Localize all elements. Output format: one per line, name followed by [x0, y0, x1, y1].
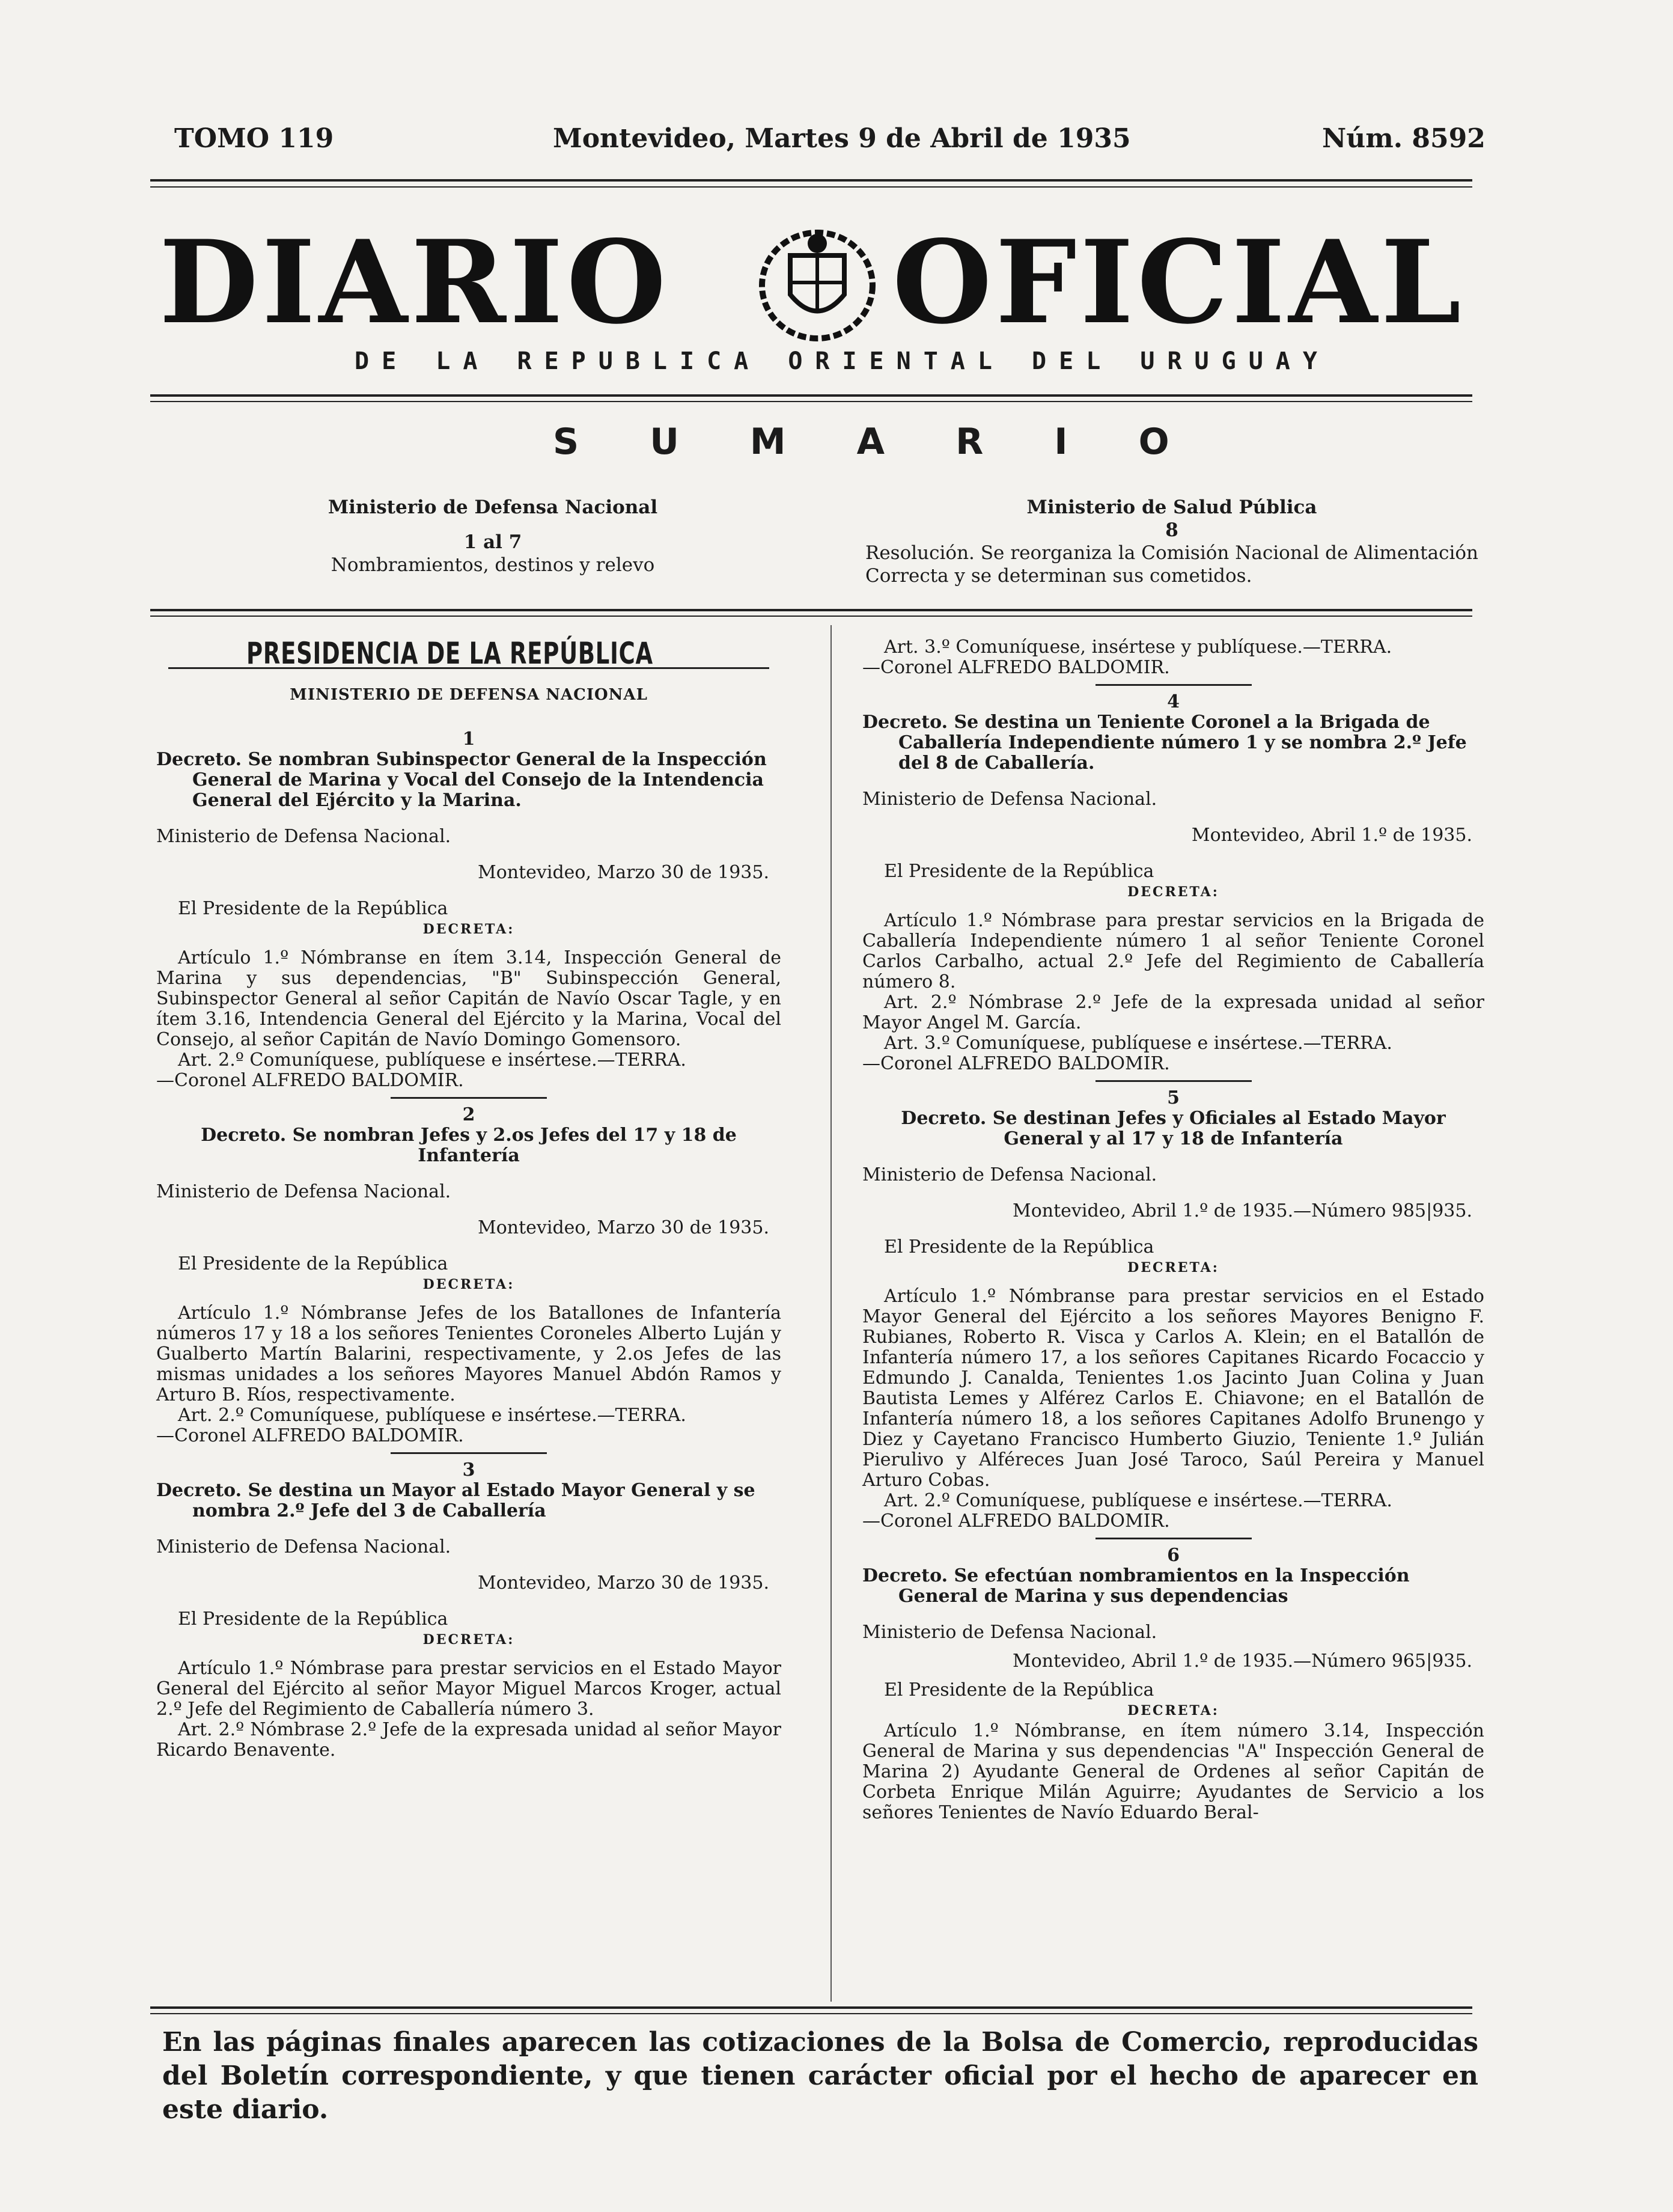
decree-4-president: El Presidente de la República: [884, 861, 1154, 882]
decree-5-date: Montevideo, Abril 1.º de 1935.—Número 985|935.: [1013, 1200, 1472, 1221]
decree-5-number: 5: [1167, 1087, 1180, 1108]
sumario-left: [228, 496, 757, 576]
decree-4-separator: [1096, 1080, 1252, 1082]
masthead-diario: DIARIO: [159, 215, 670, 349]
decree-3-president: El Presidente de la República: [178, 1609, 448, 1630]
sumario-rule: [150, 609, 1472, 611]
sumario-right: [865, 496, 1478, 587]
decree-1-signature: —Coronel ALFREDO BALDOMIR.: [156, 1070, 464, 1091]
decree-2-date: Montevideo, Marzo 30 de 1935.: [478, 1217, 769, 1238]
masthead-rule: [150, 394, 1472, 397]
masthead: [153, 215, 1475, 349]
decree-5-article-1: Artículo 1.º Nómbranse para prestar servicios en el Estado Mayor General del Ejército a los señores Mayores Benigno F. Rubianes, Roberto R. Visca y Carlos A. Klein; en el Batallón de Infantería número 17, a los señores Capitanes Ricardo Focaccio y Edmundo J. Canalda, Tenientes 1.os Jacinto Juan Colina y Juan Bautista Lemes y Alférez Carlos E. Chiavone; en el Batallón de Infantería número 18, a los señores Capitanes Adolfo Brunengo y Diez y Cayetano Francisco Humberto Giuzio, Teniente 1.º Julián Pierulivo y Alféreces Juan José Taroco, Saúl Pereira y Manuel Arturo Cobas.: [862, 1286, 1484, 1491]
decree-6-decreta: DECRETA:: [1127, 1703, 1219, 1719]
decree-5-summary: Decreto. Se destinan Jefes y Oficiales al Estado Mayor General y al 17 y 18 de Infantería: [901, 1108, 1446, 1149]
decree-2-decreta: DECRETA:: [422, 1277, 515, 1292]
decree-4-ministry: Ministerio de Defensa Nacional.: [862, 789, 1157, 810]
header-rule: [150, 179, 1472, 182]
decree-1-article-2: Art. 2.º Comuníquese, publíquese e insértese.—TERRA.: [178, 1049, 686, 1071]
decree-5-signature: —Coronel ALFREDO BALDOMIR.: [862, 1511, 1170, 1532]
decree-3-separator: [1096, 684, 1252, 686]
decree-3-signature: —Coronel ALFREDO BALDOMIR.: [862, 657, 1170, 678]
decree-3-article-3: Art. 3.º Comuníquese, insértese y publíquese.—TERRA.: [884, 637, 1392, 658]
decree-4-decreta: DECRETA:: [1127, 884, 1219, 900]
decree-1-number: 1: [462, 729, 475, 750]
decree-2-summary: Decreto. Se nombran Jefes y 2.os Jefes del 17 y 18 de Infantería: [201, 1125, 737, 1166]
decree-1-president: El Presidente de la República: [178, 898, 448, 919]
decree-2-number: 2: [462, 1104, 475, 1125]
sumario-title: SUMARIO: [553, 421, 1240, 463]
decree-1-decreta: DECRETA:: [422, 921, 515, 937]
sumario-left-text: Nombramientos, destinos y relevo: [331, 554, 655, 576]
decree-2-president: El Presidente de la República: [178, 1253, 448, 1274]
right-column: [862, 637, 1484, 1823]
decree-4-article-2: Art. 2.º Nómbrase 2.º Jefe de la expresada unidad al señor Mayor Angel M. García.: [862, 992, 1484, 1033]
decree-1-ministry: Ministerio de Defensa Nacional.: [156, 826, 451, 847]
decree-5-decreta: DECRETA:: [1127, 1260, 1219, 1276]
sumario-left-pages: 1 al 7: [463, 531, 522, 553]
decree-6-summary: Decreto. Se efectúan nombramientos en la Inspección General de Marina y sus dependencias: [862, 1565, 1410, 1607]
decree-6-date: Montevideo, Abril 1.º de 1935.—Número 965|935.: [1013, 1651, 1472, 1672]
decree-4-signature: —Coronel ALFREDO BALDOMIR.: [862, 1053, 1170, 1074]
decree-3-summary: Decreto. Se destina un Mayor al Estado Mayor General y se nombra 2.º Jefe del 3 de Caballería: [156, 1480, 755, 1521]
decree-6-number: 6: [1167, 1545, 1180, 1566]
decree-2-article-1: Artículo 1.º Nómbranse Jefes de los Batallones de Infantería números 17 y 18 a los señores Tenientes Coroneles Alberto Luján y Gualberto Martín Balarini, respectivamente, y 2.os Jefes de las mismas unidades a los señores Mayores Manuel Abdón Ramos y Arturo B. Ríos, respectivamente.: [156, 1303, 781, 1405]
decree-4-summary: Decreto. Se destina un Teniente Coronel a la Brigada de Caballería Independiente número 1 y se nombra 2.º Jefe del 8 de Caballería.: [862, 712, 1467, 774]
decree-3-decreta: DECRETA:: [422, 1632, 515, 1648]
decree-3-article-2: Art. 2.º Nómbrase 2.º Jefe de la expresada unidad al señor Mayor Ricardo Benavente.: [156, 1719, 781, 1761]
decree-5-article-2: Art. 2.º Comuníquese, publíquese e insértese.—TERRA.: [884, 1490, 1392, 1511]
decree-5-ministry: Ministerio de Defensa Nacional.: [862, 1164, 1157, 1185]
decree-1-summary: Decreto. Se nombran Subinspector General de la Inspección General de Marina y Vocal del Consejo de la Intendencia General del Ejército y la Marina.: [156, 749, 767, 811]
decree-3-article-1: Artículo 1.º Nómbrase para prestar servicios en el Estado Mayor General del Ejército al señor Mayor Miguel Marcos Kroger, actual 2.º Jefe del Regimiento de Caballería número 3.: [156, 1658, 781, 1720]
masthead-oficial: OFICIAL: [892, 215, 1465, 349]
sumario-right-page: 8: [1165, 519, 1178, 541]
decree-6-ministry: Ministerio de Defensa Nacional.: [862, 1622, 1157, 1643]
decree-2-article-2: Art. 2.º Comuníquese, publíquese e insértese.—TERRA.: [178, 1405, 686, 1426]
sumario-rule-thin: [150, 616, 1472, 617]
decree-4-article-3: Art. 3.º Comuníquese, publíquese e insértese.—TERRA.: [884, 1033, 1392, 1054]
decree-6-president: El Presidente de la República: [884, 1679, 1154, 1700]
decree-2-separator: [391, 1452, 547, 1454]
sumario-right-ministry: Ministerio de Salud Pública: [1026, 496, 1317, 518]
sumario-left-ministry: Ministerio de Defensa Nacional: [328, 496, 658, 518]
left-column: [156, 636, 781, 1761]
decree-5-president: El Presidente de la República: [884, 1236, 1154, 1257]
decree-4-number: 4: [1167, 691, 1180, 712]
sumario-right-text: Resolución. Se reorganiza la Comisión Nacional de Alimentación Correcta y se determinan sus cometidos.: [865, 542, 1478, 587]
decree-3-number: 3: [462, 1459, 475, 1480]
decree-1-article-1: Artículo 1.º Nómbranse en ítem 3.14, Inspección General de Marina y sus dependencias, "B" Subinspección General, Subinspector General al señor Capitán de Navío Oscar Tagle, y en ítem 3.16, Intendencia General del Ejército y la Marina, Vocal del Consejo, al señor Capitán de Navío Domingo Gomensoro.: [156, 947, 781, 1050]
footer-notice: En las páginas finales aparecen las cotizaciones de la Bolsa de Comercio, reproducidas del Boletín correspondiente, y que tienen carácter oficial por el hecho de aparecer en este diario.: [162, 2027, 1478, 2125]
decree-6-article-1: Artículo 1.º Nómbranse, en ítem número 3.14, Inspección General de Marina y sus dependencias "A" Inspección General de Marina 2) Ayudante General de Ordenes al señor Capitán de Corbeta Enrique Milán Aguirre; Ayudantes de Servicio a los señores Tenientes de Navío Eduardo Beral-: [862, 1720, 1484, 1823]
decree-1-separator: [391, 1097, 547, 1099]
issue-date: Montevideo, Martes 9 de Abril de 1935: [553, 123, 1131, 154]
decree-2-ministry: Ministerio de Defensa Nacional.: [156, 1181, 451, 1202]
section-title: PRESIDENCIA DE LA REPÚBLICA: [246, 636, 653, 671]
footer-rule: [150, 2006, 1472, 2009]
ministry-title: MINISTERIO DE DEFENSA NACIONAL: [290, 686, 648, 704]
header-rule-thin: [150, 186, 1472, 188]
masthead-subtitle: DE LA REPUBLICA ORIENTAL DEL URUGUAY: [355, 347, 1330, 375]
decree-2-signature: —Coronel ALFREDO BALDOMIR.: [156, 1425, 464, 1446]
decree-3-ministry: Ministerio de Defensa Nacional.: [156, 1536, 451, 1557]
column-divider: [830, 625, 832, 2002]
masthead-rule-thin: [150, 401, 1472, 402]
decree-5-separator: [1096, 1538, 1252, 1539]
issue-number: Núm. 8592: [1322, 123, 1486, 154]
section-title-wrap: [156, 636, 781, 671]
decree-1-date: Montevideo, Marzo 30 de 1935.: [478, 862, 769, 883]
volume-number: TOMO 119: [174, 123, 334, 154]
decree-4-date: Montevideo, Abril 1.º de 1935.: [1191, 825, 1472, 846]
coat-of-arms-icon: [754, 228, 880, 343]
decree-4-article-1: Artículo 1.º Nómbrase para prestar servicios en la Brigada de Caballería Independiente número 1 al señor Teniente Coronel Carlos Carbalho, actual 2.º Jefe del Regimiento de Caballería número 8.: [862, 910, 1484, 992]
decree-3-date: Montevideo, Marzo 30 de 1935.: [478, 1572, 769, 1593]
footer-rule-thin: [150, 2013, 1472, 2014]
